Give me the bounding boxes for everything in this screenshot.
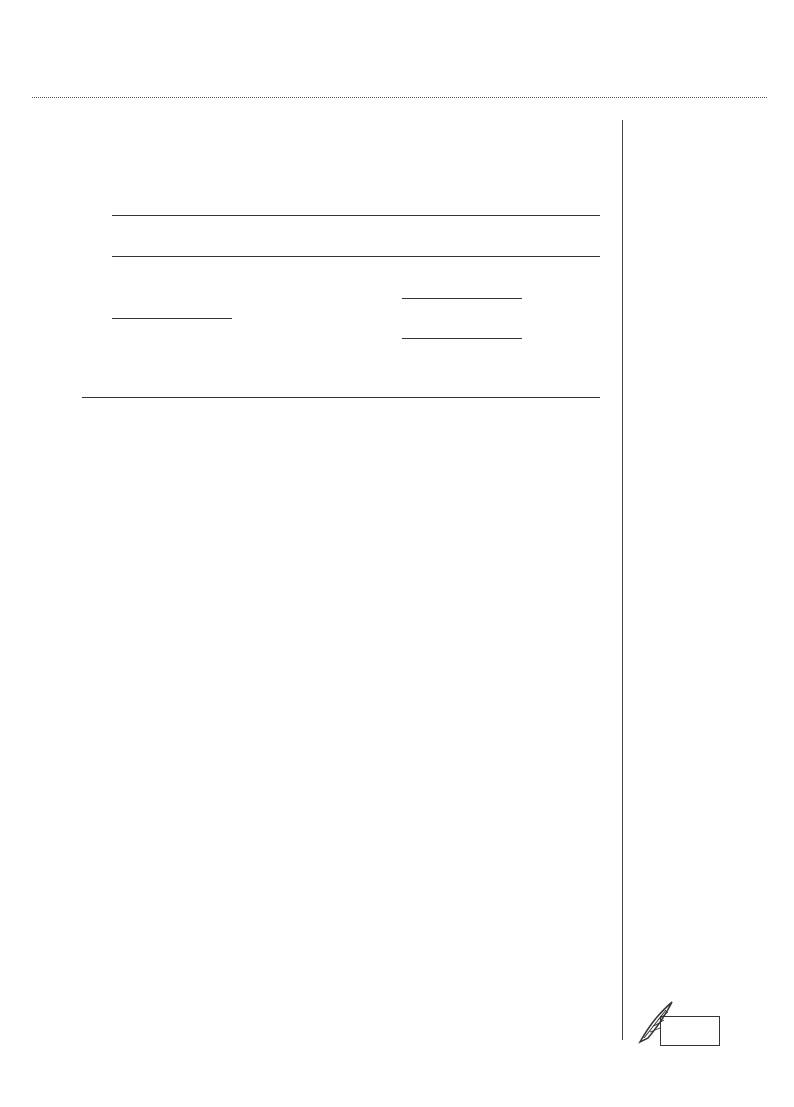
step-2-blank[interactable] (402, 286, 522, 299)
answer-line[interactable] (82, 397, 600, 398)
answer-line[interactable] (112, 256, 600, 257)
answer-line[interactable] (112, 215, 600, 216)
step-3-blank[interactable] (112, 306, 232, 319)
step-6-blank[interactable] (402, 326, 522, 339)
activity-step-row (112, 299, 602, 319)
page-number (660, 1016, 720, 1046)
spiral-binding-line (622, 120, 623, 1040)
header-divider (32, 97, 767, 98)
